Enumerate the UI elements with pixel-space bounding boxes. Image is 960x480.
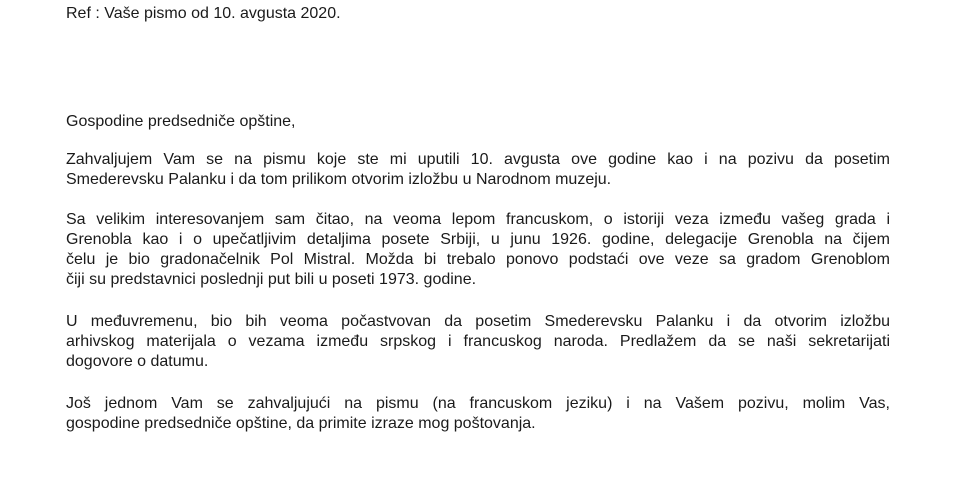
text-line: Smederevsku Palanku i da tom prilikom otvorim izložbu u Narodnom muzeju. — [66, 171, 612, 188]
text-line: U međuvremenu, bio bih veoma počastvovan da posetim Smederevsku Palanku i da otvorim izložbu — [66, 313, 890, 330]
text-line: gospodine predsedniče opštine, da primite izraze mog poštovanja. — [66, 415, 536, 432]
text-line: arhivskog materijala o vezama između srpskog i francuskog naroda. Predlažem da se naši sekretarijati — [66, 333, 890, 350]
reference-line: Ref : Vaše pismo od 10. avgusta 2020. — [66, 5, 341, 22]
text-line: Sa velikim interesovanjem sam čitao, na veoma lepom francuskom, o istoriji veza između vašeg grada i — [66, 211, 890, 228]
paragraph-thanks — [66, 150, 890, 190]
paragraph-closing — [66, 394, 890, 434]
paragraph-visit — [66, 312, 890, 372]
text-line: Još jednom Vam se zahvaljujući na pismu (na francuskom jeziku) i na Vašem pozivu, molim Vas, — [66, 395, 890, 412]
paragraph-history — [66, 210, 890, 290]
text-line: Grenobla kao i o upečatljivim detaljima posete Srbiji, u junu 1926. godine, delegacije Grenobla na čijem — [66, 231, 890, 248]
text-line: dogovore o datumu. — [66, 353, 209, 370]
text-line: Zahvaljujem Vam se na pismu koje ste mi uputili 10. avgusta ove godine kao i na pozivu da posetim — [66, 151, 890, 168]
salutation: Gospodine predsedniče opštine, — [66, 113, 296, 130]
text-line: čelu je bio gradonačelnik Pol Mistral. Možda bi trebalo ponovo podstaći ove veze sa gradom Grenoblom — [66, 251, 890, 268]
text-line: čiji su predstavnici poslednji put bili u poseti 1973. godine. — [66, 271, 477, 288]
